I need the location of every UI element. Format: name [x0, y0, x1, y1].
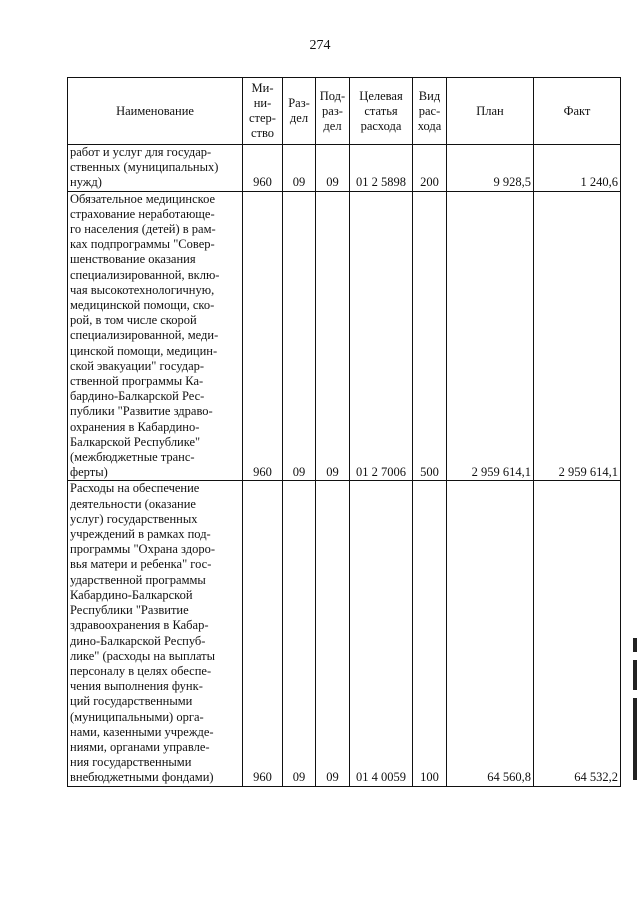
row-kind: 100 [413, 481, 447, 786]
row-subsection: 09 [316, 481, 350, 786]
row-name-line: внебюджетными фондами) [70, 770, 214, 785]
table-row [68, 481, 621, 786]
row-name-line: страхование неработающе- [70, 206, 215, 221]
row-name-line: (муниципальными) орга- [70, 709, 204, 724]
row-name-line: ственных (муниципальных) [70, 160, 219, 175]
row-name-line: ской эвакуации" государ- [70, 358, 205, 373]
row-name-line: специализированной, вклю- [70, 267, 220, 282]
row-name-line: ударственной программы [70, 572, 206, 587]
row-name-line: здравоохранения в Кабар- [70, 618, 209, 633]
row-name-line: ния государственными [70, 755, 192, 770]
row-subsection: 09 [316, 145, 350, 192]
row-name-line: дино-Балкарской Респуб- [70, 633, 206, 648]
row-section: 09 [283, 145, 316, 192]
row-name-line: вья матери и ребенка" гос- [70, 557, 212, 572]
row-fact: 1 240,6 [534, 145, 621, 192]
budget-table [67, 77, 621, 787]
row-subsection: 09 [316, 191, 350, 481]
row-name-line: деятельности (оказание [70, 496, 196, 511]
row-name-line: чая высокотехнологичную, [70, 282, 215, 297]
row-name-line: Балкарской Республике" [70, 434, 201, 449]
row-name-line: Расходы на обеспечение [70, 481, 200, 496]
row-plan: 9 928,5 [447, 145, 534, 192]
table-row [68, 191, 621, 481]
table-header-row [68, 78, 621, 145]
row-target: 01 2 7006 [350, 191, 413, 481]
row-name-line: рой, в том числе скорой [70, 313, 197, 328]
row-name-line: цинской помощи, медицин- [70, 343, 218, 358]
header-target-article: Целевая статья расхода [350, 78, 413, 145]
scan-artifact [633, 698, 637, 780]
row-name-line: нами, казенными учрежде- [70, 724, 214, 739]
row-plan: 2 959 614,1 [447, 191, 534, 481]
row-target: 01 2 5898 [350, 145, 413, 192]
row-name-line: ниями, органами управле- [70, 739, 210, 754]
header-name: Наименование [68, 78, 243, 145]
row-section: 09 [283, 191, 316, 481]
row-ministry: 960 [243, 191, 283, 481]
row-name-line: специализированной, меди- [70, 328, 219, 343]
row-name-line: публики "Развитие здраво- [70, 404, 213, 419]
scan-artifact [633, 638, 637, 652]
row-name-line: учреждений в рамках под- [70, 527, 211, 542]
header-fact: Факт [534, 78, 621, 145]
row-name-line: ках подпрограммы "Совер- [70, 237, 215, 252]
scan-artifact [633, 660, 637, 690]
row-name-line: (межбюджетные транс- [70, 450, 195, 465]
row-name-line: медицинской помощи, ско- [70, 298, 215, 313]
row-fact: 2 959 614,1 [534, 191, 621, 481]
row-kind: 500 [413, 191, 447, 481]
row-section: 09 [283, 481, 316, 786]
row-name-line: ций государственными [70, 694, 193, 709]
row-name-line: услуг) государственных [70, 511, 198, 526]
header-expense-kind: Вид рас- хода [413, 78, 447, 145]
row-name-line: программы "Охрана здоро- [70, 542, 215, 557]
header-ministry: Ми- ни- стер- ство [243, 78, 283, 145]
row-name [68, 191, 243, 481]
row-kind: 200 [413, 145, 447, 192]
row-name-line: Республики "Развитие [70, 603, 189, 618]
row-name-line: Кабардино-Балкарской [70, 587, 193, 602]
row-name [68, 481, 243, 786]
header-plan: План [447, 78, 534, 145]
header-section: Раз- дел [283, 78, 316, 145]
row-name-line: лике" (расходы на выплаты [70, 648, 216, 663]
row-name-line: ферты) [70, 465, 108, 480]
row-name-line: нужд) [70, 175, 102, 190]
row-ministry: 960 [243, 481, 283, 786]
row-name-line: го населения (детей) в рам- [70, 222, 216, 237]
header-subsection: Под- раз- дел [316, 78, 350, 145]
row-name-line: Обязательное медицинское [70, 191, 216, 206]
row-name-line: шенствование оказания [70, 252, 196, 267]
row-name [68, 145, 243, 192]
row-name-line: персоналу в целях обеспе- [70, 663, 212, 678]
row-ministry: 960 [243, 145, 283, 192]
row-name-line: охранения в Кабардино- [70, 419, 200, 434]
row-name-line: бардино-Балкарской Рес- [70, 389, 205, 404]
row-name-line: работ и услуг для государ- [70, 145, 212, 159]
table-row [68, 145, 621, 192]
row-name-line: ственной программы Ка- [70, 374, 204, 389]
table-body [68, 145, 621, 787]
row-name-line: чения выполнения функ- [70, 679, 203, 694]
page-number: 274 [309, 38, 331, 53]
row-plan: 64 560,8 [447, 481, 534, 786]
row-fact: 64 532,2 [534, 481, 621, 786]
row-target: 01 4 0059 [350, 481, 413, 786]
